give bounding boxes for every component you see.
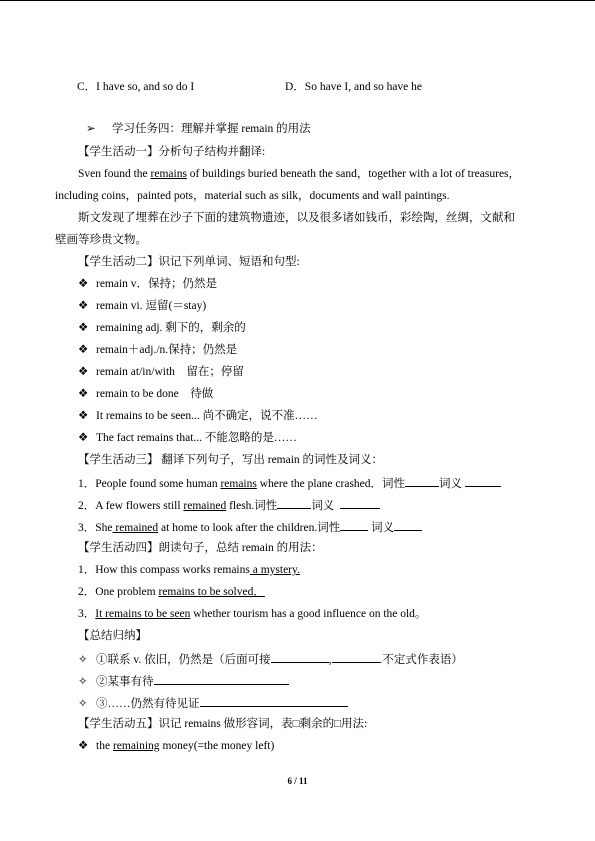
summary-item-3: [78, 695, 348, 712]
act2-item-text: remain＋adj./n.保持；仍然是: [96, 344, 238, 356]
act3-text: where the plane crashed．词性: [256, 478, 406, 490]
act4-sentence-3: [78, 607, 426, 622]
act5-heading: 【学生活动五】识记 remains 做形容词，表□剩余的□用法:: [78, 718, 368, 730]
page-number: 6 / 11: [287, 776, 308, 786]
summary-item-2: [78, 673, 289, 690]
act4-text: 3．: [78, 608, 96, 620]
fill-blank[interactable]: [340, 497, 380, 509]
act1-english-line-2: including coins，painted pots，material such as silk，documents and wall paintings.: [55, 190, 450, 202]
act5-underlined: remaining: [112, 740, 160, 752]
act4-underlined: a mystery.: [249, 564, 300, 576]
summary-text: ①联系 v. 依旧，仍然是（后面可接: [96, 654, 271, 666]
diamond-bullet-icon: ❖: [78, 366, 89, 378]
act2-item: [78, 387, 213, 402]
act2-item-text: remain at/in/with 留在；停留: [96, 366, 244, 378]
act1-en-text: of buildings buried beneath the sand，together with a lot of treasures，: [186, 168, 521, 180]
act2-item: [78, 343, 237, 358]
diamond-bullet-icon: ❖: [78, 432, 89, 444]
fill-blank[interactable]: [332, 651, 380, 663]
act3-underlined: remains: [220, 478, 257, 490]
task4-title-row: [86, 122, 311, 137]
act3-text: 3．She: [78, 522, 113, 534]
option-c: C．I have so, and so do I: [77, 81, 195, 93]
summary-item-1: [78, 651, 463, 668]
act2-item: [78, 431, 297, 446]
summary-text: .不定式作表语）: [379, 654, 463, 666]
diamond-bullet-icon: ❖: [78, 300, 89, 312]
fill-blank[interactable]: [200, 695, 348, 707]
task4-title: 学习任务四：理解并掌握 remain 的用法: [112, 123, 311, 135]
hollow-diamond-bullet-icon: ✧: [78, 676, 88, 688]
act1-heading: 【学生活动一】分析句子结构并翻译:: [78, 146, 266, 158]
diamond-bullet-icon: ❖: [78, 322, 89, 334]
act3-text: flesh.词性: [226, 500, 278, 512]
act2-item: [78, 365, 244, 380]
act1-english-line-1: [78, 167, 520, 182]
fill-blank[interactable]: [277, 497, 311, 509]
act1-en-text: Sven found the: [78, 168, 151, 180]
act4-text: whether tourism has a good influence on the old。: [190, 608, 427, 620]
page-top-rule: [0, 0, 595, 1]
act4-text: 2．One problem: [78, 586, 159, 598]
act2-item: [78, 299, 206, 314]
act3-sentence-3: [78, 519, 422, 536]
act2-item-text: The fact remains that... 不能忽略的是……: [96, 432, 297, 444]
act1-en-underlined: remains: [150, 168, 187, 180]
act4-heading: 【学生活动四】朗读句子，总结 remain 的用法：: [78, 542, 323, 554]
act4-underlined: remains to be solved．: [158, 586, 265, 598]
act5-text: the: [96, 740, 113, 752]
act2-item: [78, 321, 246, 336]
diamond-bullet-icon: ❖: [78, 388, 89, 400]
act4-sentence-2: [78, 585, 265, 600]
summary-text: ,: [328, 654, 332, 666]
act2-item-text: remaining adj. 剩下的，剩余的: [96, 322, 246, 334]
act3-text: 词义: [311, 500, 335, 512]
arrow-bullet-icon: ➢: [86, 123, 96, 135]
act2-item-text: It remains to be seen... 尚不确定，说不准……: [96, 410, 318, 422]
act3-sentence-2: [78, 497, 380, 514]
act5-item: [78, 739, 274, 754]
act3-text: 1．People found some human: [78, 478, 221, 490]
fill-blank[interactable]: [405, 475, 439, 487]
fill-blank[interactable]: [154, 673, 289, 685]
act3-text: 2．A few flowers still: [78, 500, 184, 512]
diamond-bullet-icon: ❖: [78, 410, 89, 422]
act4-underlined: It remains to be seen: [95, 608, 191, 620]
act2-item: [78, 409, 318, 424]
act4-text: 1．How this compass works remains: [78, 564, 250, 576]
act3-underlined: remained: [183, 500, 227, 512]
act2-item: [78, 277, 217, 292]
fill-blank[interactable]: [271, 651, 329, 663]
act3-underlined: remained: [112, 522, 159, 534]
fill-blank[interactable]: [340, 519, 368, 531]
act3-heading: 【学生活动三】 翻译下列句子，写出 remain 的词性及词义：: [78, 454, 384, 466]
act1-chinese-line-1: 斯文发现了埋葬在沙子下面的建筑物遗迹，以及很多诸如钱币，彩绘陶，丝绸，文献和: [78, 212, 515, 224]
act1-chinese-line-2: 壁画等珍贵文物。: [55, 234, 147, 246]
diamond-bullet-icon: ❖: [78, 278, 89, 290]
act2-item-text: remain to be done 待做: [96, 388, 214, 400]
fill-blank[interactable]: [394, 519, 422, 531]
diamond-bullet-icon: ❖: [78, 344, 89, 356]
hollow-diamond-bullet-icon: ✧: [78, 698, 88, 710]
act4-sentence-1: [78, 563, 300, 578]
act3-text: 词义: [368, 522, 395, 534]
act5-text: money(=the money left): [159, 740, 275, 752]
act3-text: at home to look after the children.词性: [158, 522, 341, 534]
fill-blank[interactable]: [465, 475, 501, 487]
hollow-diamond-bullet-icon: ✧: [78, 654, 88, 666]
summary-text: ③……仍然有待见证: [96, 698, 200, 710]
summary-text: ②某事有待: [96, 676, 154, 688]
diamond-bullet-icon: ❖: [78, 740, 89, 752]
option-d: D．So have I, and so have he: [285, 81, 423, 93]
act2-item-text: remain vi. 逗留(＝stay): [96, 300, 207, 312]
act2-item-text: remain v．保持；仍然是: [96, 278, 218, 290]
act2-heading: 【学生活动二】识记下列单词、短语和句型:: [78, 256, 300, 268]
act3-text: 词义: [439, 478, 463, 490]
act3-sentence-1: [78, 475, 501, 492]
summary-heading: 【总结归纳】: [78, 630, 147, 642]
